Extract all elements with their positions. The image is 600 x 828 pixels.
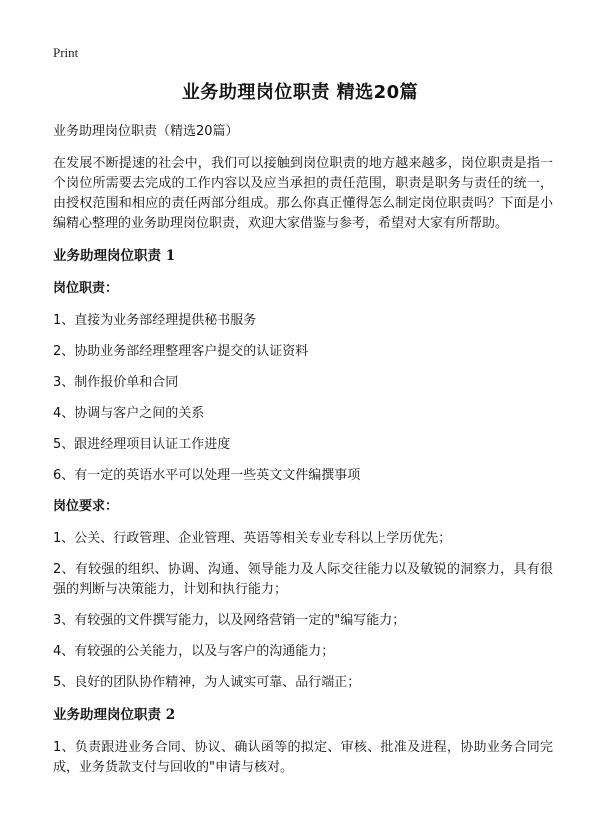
requirement-item: 4、有较强的公关能力，以及与客户的沟通能力； <box>53 644 335 659</box>
duty-item: 2、协助业务部经理整理客户提交的认证资料 <box>53 344 309 359</box>
requirement-item: 3、有较强的文件撰写能力，以及网络营销一定的"编写能力； <box>53 613 406 628</box>
requirement-item: 1、公关、行政管理、企业管理、英语等相关专业专科以上学历优先； <box>53 531 452 546</box>
duty-item: 1、直接为业务部经理提供秘书服务 <box>53 313 257 328</box>
requirement-item: 5、良好的团队协作精神，为人诚实可靠、品行端正； <box>53 675 361 690</box>
duty-item: 5、跟进经理项目认证工作进度 <box>53 437 231 452</box>
requirements-heading: 岗位要求： <box>53 499 119 514</box>
duty-item: 6、有一定的英语水平可以处理一些英文文件编撰事项 <box>53 468 361 483</box>
section-1-heading: 业务助理岗位职责 1 <box>53 248 176 264</box>
duties-heading: 岗位职责： <box>53 281 119 296</box>
duty-item: 3、制作报价单和合同 <box>53 375 179 390</box>
requirement-item: 2、有较强的组织、协调、沟通、领导能力及人际交往能力以及敏锐的洞察力，具有很强的判断与决策能力，计划和执行能力； <box>53 562 553 597</box>
section-2-item: 1、负责跟进业务合同、协议、确认函等的拟定、审核、批准及进程，协助业务合同完成，业务货款支付与回收的"申请与核对。 <box>53 740 553 775</box>
section-2-heading: 业务助理岗位职责 2 <box>53 707 176 723</box>
duty-item: 4、协调与客户之间的关系 <box>53 406 205 421</box>
document-body <box>53 122 553 789</box>
print-label: Print <box>53 45 79 60</box>
intro-paragraph: 在发展不断提速的社会中，我们可以接触到岗位职责的地方越来越多，岗位职责是指一个岗位所需要去完成的工作内容以及应当承担的责任范围，职责是职务与责任的统一，由授权范围和相应的责任两部分组成。那么你真正懂得怎么制定岗位职责吗？下面是小编精心整理的业务助理岗位职责，欢迎大家借鉴与参考，希望对大家有所帮助。 <box>53 156 553 231</box>
page-title: 业务助理岗位职责 精选20篇 <box>181 82 419 103</box>
document-subtitle: 业务助理岗位职责（精选20篇） <box>53 124 239 139</box>
